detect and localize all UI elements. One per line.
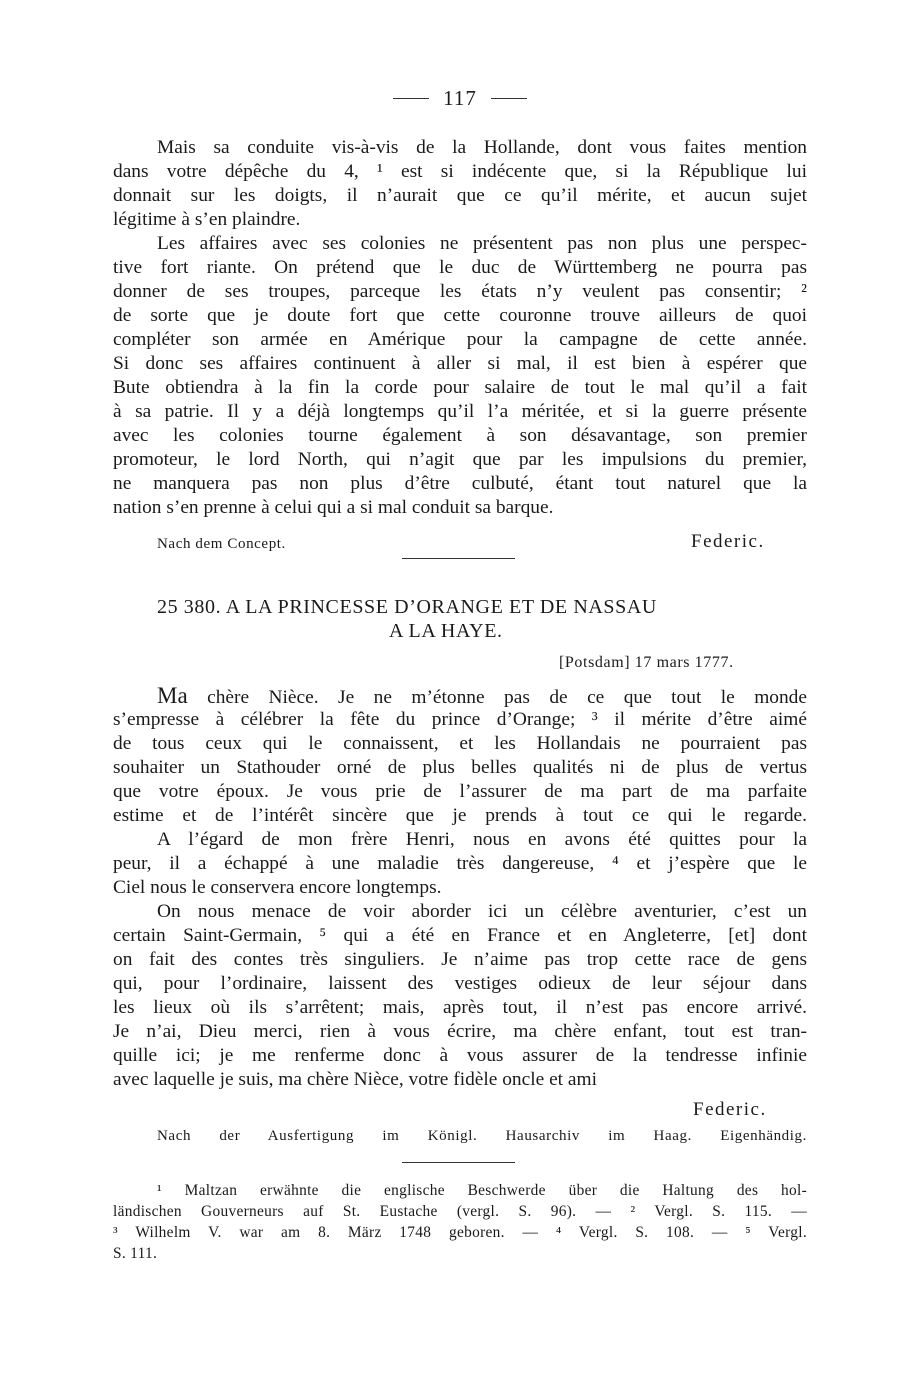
footnote-line: ¹ Maltzan erwähnte die englische Beschwerde über die Haltung des hol- bbox=[157, 1182, 807, 1199]
letter2-body bbox=[113, 684, 807, 1092]
text-line: On nous menace de voir aborder ici un célèbre aventurier, c’est un bbox=[157, 901, 807, 922]
text-line: compléter son armée en Amérique pour la campagne de cette année. bbox=[113, 329, 807, 350]
footnote-line: S. 111. bbox=[113, 1245, 158, 1262]
text-line: donner de ses troupes, parceque les états n’y veulent pas consentir; ² bbox=[113, 281, 807, 302]
text-line: peur, il a échappé à une maladie très dangereuse, ⁴ et j’espère que le bbox=[113, 853, 807, 874]
footnote-line: ³ Wilhelm V. war am 8. März 1748 geboren. — ⁴ Vergl. S. 108. — ⁵ Vergl. bbox=[113, 1224, 807, 1241]
text-line: avec les colonies tourne également à son désavantage, son premier bbox=[113, 425, 807, 446]
text-line-rest: chère Nièce. Je ne m’étonne pas de ce que tout le monde bbox=[187, 687, 807, 708]
page-header bbox=[113, 86, 807, 111]
text-line: Bute obtiendra à la fin la corde pour salaire de tout le mal qu’il a fait bbox=[113, 377, 807, 398]
header-dash-right bbox=[491, 98, 527, 99]
text-line: tive fort riante. On prétend que le duc de Württemberg ne pourra pas bbox=[113, 257, 807, 278]
text-line: Ciel nous le conservera encore longtemps. bbox=[113, 877, 442, 898]
page-number: 117 bbox=[443, 86, 477, 110]
text-line: Les affaires avec ses colonies ne présentent pas non plus une perspec- bbox=[157, 233, 807, 254]
text-line: légitime à s’en plaindre. bbox=[113, 209, 301, 230]
text-line: Mais sa conduite vis-à-vis de la Hollande, dont vous faites mention bbox=[157, 137, 807, 158]
footnote-line: ländischen Gouverneurs auf St. Eustache (vergl. S. 96). — ² Vergl. S. 115. — bbox=[113, 1203, 807, 1220]
header-dash-left bbox=[393, 98, 429, 99]
text-line: souhaiter un Stathouder orné de plus belles qualités ni de plus de vertus bbox=[113, 757, 807, 778]
text-line bbox=[113, 684, 807, 708]
text-line: certain Saint-Germain, ⁵ qui a été en France et en Angleterre, [et] dont bbox=[113, 925, 807, 946]
text-line: que votre époux. Je vous prie de l’assurer de ma part de ma parfaite bbox=[113, 781, 807, 802]
letter2-dateline: [Potsdam] 17 mars 1777. bbox=[559, 654, 734, 671]
text-line: avec laquelle je suis, ma chère Nièce, votre fidèle oncle et ami bbox=[113, 1069, 597, 1090]
letter1-source-note: Nach dem Concept. bbox=[157, 536, 286, 552]
footnotes bbox=[113, 1180, 807, 1264]
text-line: les lieux où ils s’arrêtent; mais, après tout, il n’est pas encore arrivé. bbox=[113, 997, 807, 1018]
letter2-signature: Federic. bbox=[693, 1099, 767, 1120]
text-line: estime et de l’intérêt sincère que je prends à tout ce qui le regarde. bbox=[113, 805, 807, 826]
text-line: à sa patrie. Il y a déjà longtemps qu’il l’a méritée, et si la guerre présente bbox=[113, 401, 807, 422]
text-line: s’empresse à célébrer la fête du prince d’Orange; ³ il mérite d’être aimé bbox=[113, 709, 807, 730]
letter1-body bbox=[113, 136, 807, 520]
text-line: quille ici; je me renferme donc à vous assurer de la tendresse infinie bbox=[113, 1045, 807, 1066]
section-divider bbox=[402, 558, 515, 559]
letter2-source-note: Nach der Ausfertigung im Königl. Hausarchiv im Haag. Eigenhändig. bbox=[157, 1128, 807, 1144]
text-line: qui, pour l’ordinaire, laissent des vestiges odieux de leur séjour dans bbox=[113, 973, 807, 994]
text-line: promoteur, le lord North, qui n’agit que par les impulsions du premier, bbox=[113, 449, 807, 470]
letter2-heading-place: A LA HAYE. bbox=[389, 620, 503, 642]
text-line: de sorte que je doute fort que cette couronne trouve ailleurs de quoi bbox=[113, 305, 807, 326]
text-line: on fait des contes très singuliers. Je n’aime pas trop cette race de gens bbox=[113, 949, 807, 970]
letter1-signature: Federic. bbox=[691, 531, 765, 552]
text-line: A l’égard de mon frère Henri, nous en avons été quittes pour la bbox=[157, 829, 807, 850]
text-line: Si donc ses affaires continuent à aller si mal, il est bien à espérer que bbox=[113, 353, 807, 374]
footnote-divider bbox=[402, 1162, 515, 1163]
text-line: de tous ceux qui le connaissent, et les Hollandais ne pourraient pas bbox=[113, 733, 807, 754]
text-line: Je n’ai, Dieu merci, rien à vous écrire, ma chère enfant, tout est tran- bbox=[113, 1021, 807, 1042]
letter2-heading: 25 380. A LA PRINCESSE D’ORANGE ET DE NASSAU bbox=[157, 596, 657, 618]
text-line: dans votre dépêche du 4, ¹ est si indécente que, si la République lui bbox=[113, 161, 807, 182]
text-line: donnait sur les doigts, il n’aurait que ce qu’il mérite, et aucun sujet bbox=[113, 185, 807, 206]
text-line: ne manquera pas non plus d’être culbuté, étant tout naturel que la bbox=[113, 473, 807, 494]
text-line: nation s’en prenne à celui qui a si mal conduit sa barque. bbox=[113, 497, 554, 518]
opening-capitals: Ma bbox=[157, 683, 188, 708]
